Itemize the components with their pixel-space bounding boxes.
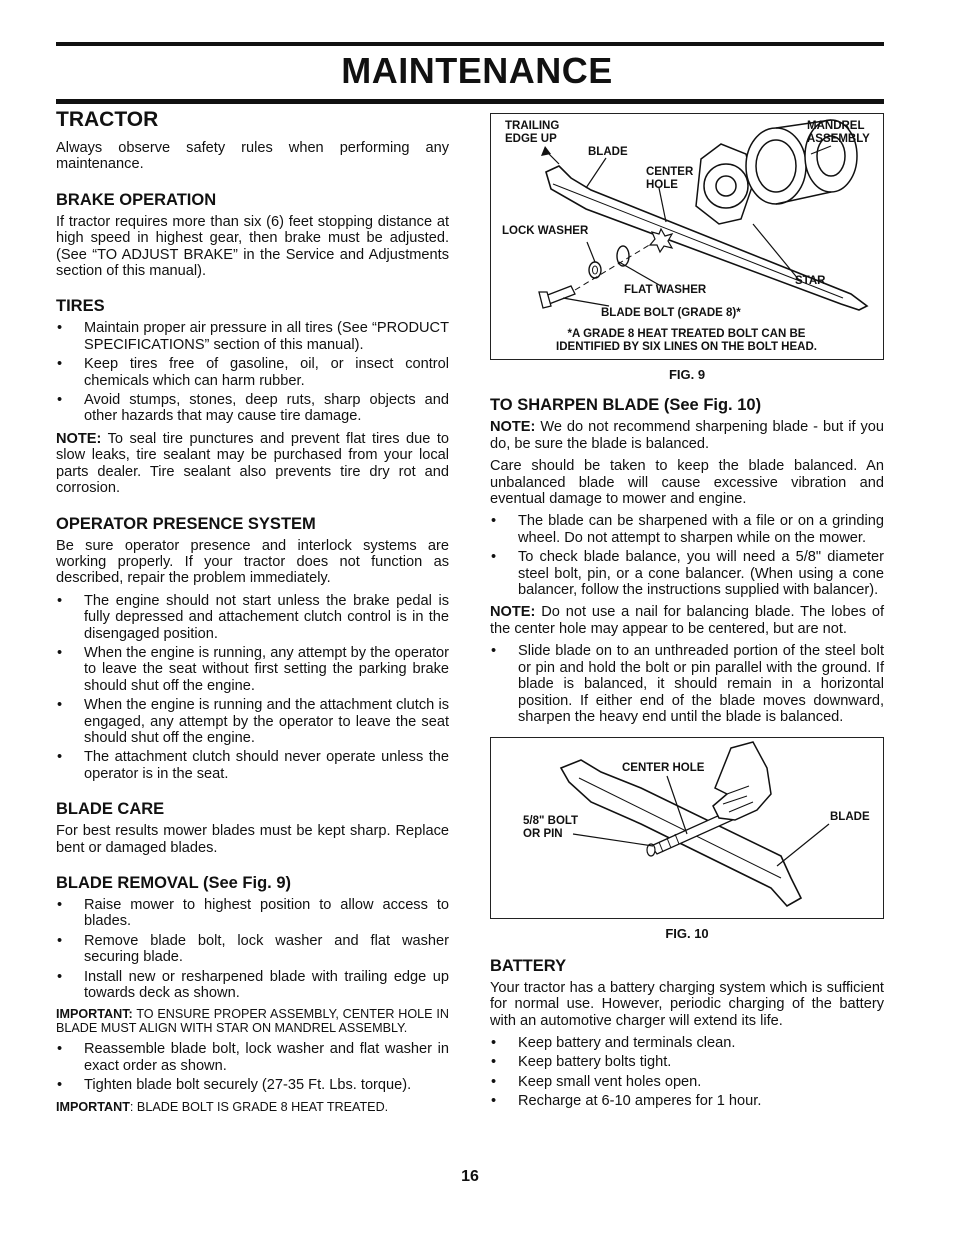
label-center-hole: CENTER HOLE <box>646 166 694 191</box>
list-item: • Reassemble blade bolt, lock washer and flat washer in exact order as shown. <box>57 1041 449 1074</box>
blade-removal-list-2 <box>56 1041 449 1093</box>
sharpen-heading: TO SHARPEN BLADE (See Fig. 10) <box>490 396 762 415</box>
blade-care-text: For best results mower blades must be kept sharp. Replace bent or damaged blades. <box>56 823 449 856</box>
list-item: • Slide blade on to an unthreaded portion of the steel bolt or pin and hold the bolt or pin parallel with the ground. If blade is balanced, it should remain in a horizontal position. If either end of the blade moves downward, sharpen the heavy end until the blade is balanced. <box>491 643 884 725</box>
list-item: • Tighten blade bolt securely (27-35 Ft. Lbs. torque). <box>57 1077 412 1094</box>
figure-10-caption: FIG. 10 <box>665 926 709 942</box>
sharpen-text: Care should be taken to keep the blade balanced. An unbalanced blade will cause excessive vibration and eventual damage to mower and engine. <box>490 458 884 508</box>
label-star: STAR <box>795 275 826 287</box>
label-blade: BLADE <box>588 146 628 158</box>
tires-heading: TIRES <box>56 297 105 316</box>
blade-removal-list <box>56 897 449 1001</box>
list-item: • Install new or resharpened blade with trailing edge up towards deck as shown. <box>57 968 449 1002</box>
tractor-intro: Always observe safety rules when performing any maintenance. <box>56 140 449 173</box>
battery-list <box>490 1035 884 1110</box>
ops-text: Be sure operator presence and interlock systems are working properly. If your tractor does not function as described, repair the problem immediately. <box>56 537 449 587</box>
right-column <box>490 113 884 1116</box>
important-note-1: IMPORTANT: TO ENSURE PROPER ASSEMBLY, CENTER HOLE IN BLADE MUST ALIGN WITH STAR ON MANDREL ASSEMBLY. <box>56 1007 449 1036</box>
title-rule <box>56 99 884 104</box>
list-item: • The engine should not start unless the brake pedal is fully depressed and attachement clutch control is in the disengaged position. <box>57 592 449 642</box>
label-blade: BLADE <box>830 811 870 824</box>
important-note-2: IMPORTANT: BLADE BOLT IS GRADE 8 HEAT TREATED. <box>56 1099 389 1114</box>
sharpen-list <box>490 513 884 598</box>
blade-care-heading: BLADE CARE <box>56 800 165 819</box>
tires-note: NOTE: To seal tire punctures and prevent flat tires due to slow leaks, tire sealant may be purchased from your local parts dealer. Tire sealant also prevents tire dry rot and corrosion. <box>56 430 449 497</box>
tractor-heading: TRACTOR <box>56 108 159 131</box>
list-item: • When the engine is running and the attachment clutch is engaged, any attempt by the operator to leave the seat should shut off the engine. <box>57 697 449 746</box>
list-item: • Keep battery bolts tight. <box>491 1054 672 1071</box>
label-center-hole: CENTER HOLE <box>622 762 705 775</box>
sharpen-list-2 <box>490 643 884 725</box>
label-blade-bolt: BLADE BOLT (GRADE 8)* <box>601 307 741 319</box>
label-lock-washer: LOCK WASHER <box>502 225 589 237</box>
list-item: • Keep tires free of gasoline, oil, or insect control chemicals which can harm rubber. <box>57 356 449 389</box>
list-item: • The attachment clutch should never operate unless the operator is in the seat. <box>57 749 449 782</box>
sharpen-note-1: NOTE: We do not recommend sharpening blade - but if you do, be sure the blade is balanced. <box>490 419 884 452</box>
page-number: 16 <box>461 1168 479 1185</box>
brake-heading: BRAKE OPERATION <box>56 190 217 209</box>
battery-heading: BATTERY <box>490 956 567 975</box>
list-item: • Remove blade bolt, lock washer and flat washer securing blade. <box>57 932 449 966</box>
battery-text: Your tractor has a battery charging system which is sufficient for normal use. However, periodic charging of the battery with an automotive charger will extend its life. <box>490 979 884 1029</box>
list-item: • Recharge at 6-10 amperes for 1 hour. <box>491 1093 762 1110</box>
figure-9 <box>490 113 884 360</box>
tires-list <box>56 320 449 424</box>
top-rule <box>56 42 884 46</box>
figure-10 <box>490 737 884 919</box>
label-trailing-edge: TRAILING EDGE UP <box>505 120 560 145</box>
list-item: • Avoid stumps, stones, deep ruts, sharp objects and other hazards that may cause tire damage. <box>57 392 449 425</box>
label-flat-washer: FLAT WASHER <box>624 284 707 296</box>
label-bolt-or-pin: 5/8" BOLT OR PIN <box>523 815 579 841</box>
figure-9-caption: FIG. 9 <box>668 367 706 382</box>
list-item: • Raise mower to highest position to allow access to blades. <box>57 897 449 930</box>
page-title: MAINTENANCE <box>341 50 613 91</box>
label-mandrel-assembly: MANDREL ASSEMBLY <box>807 120 870 145</box>
brake-text: If tractor requires more than six (6) feet stopping distance at high speed in highest gear, then brake must be adjusted. (See “TO ADJUST BRAKE” in the Service and Adjustments section of this manual). <box>56 213 449 280</box>
list-item: • Maintain proper air pressure in all tires (See “PRODUCT SPECIFICATIONS” section of this manual). <box>57 320 449 353</box>
left-column <box>56 108 449 1120</box>
list-item: • When the engine is running, any attempt by the operator to leave the seat without first setting the parking brake should shut off the engine. <box>57 644 449 694</box>
figure-9-footnote: *A GRADE 8 HEAT TREATED BOLT CAN BE IDENTIFIED BY SIX LINES ON THE BOLT HEAD. <box>556 328 817 353</box>
list-item: • To check blade balance, you will need a 5/8" diameter steel bolt, pin, or a cone balancer. (When using a cone balancer, follow the instructions supplied with balancer). <box>491 549 884 599</box>
sharpen-note-2: NOTE: Do not use a nail for balancing blade. The lobes of the center hole may appear to be centered, but are not. <box>490 604 884 637</box>
ops-heading: OPERATOR PRESENCE SYSTEM <box>56 514 316 533</box>
blade-removal-heading: BLADE REMOVAL (See Fig. 9) <box>56 874 291 892</box>
list-item: • Keep small vent holes open. <box>491 1073 702 1090</box>
list-item: • Keep battery and terminals clean. <box>491 1034 736 1051</box>
ops-list <box>56 593 449 782</box>
list-item: • The blade can be sharpened with a file or on a grinding wheel. Do not attempt to sharpen while on the mower. <box>491 513 884 546</box>
